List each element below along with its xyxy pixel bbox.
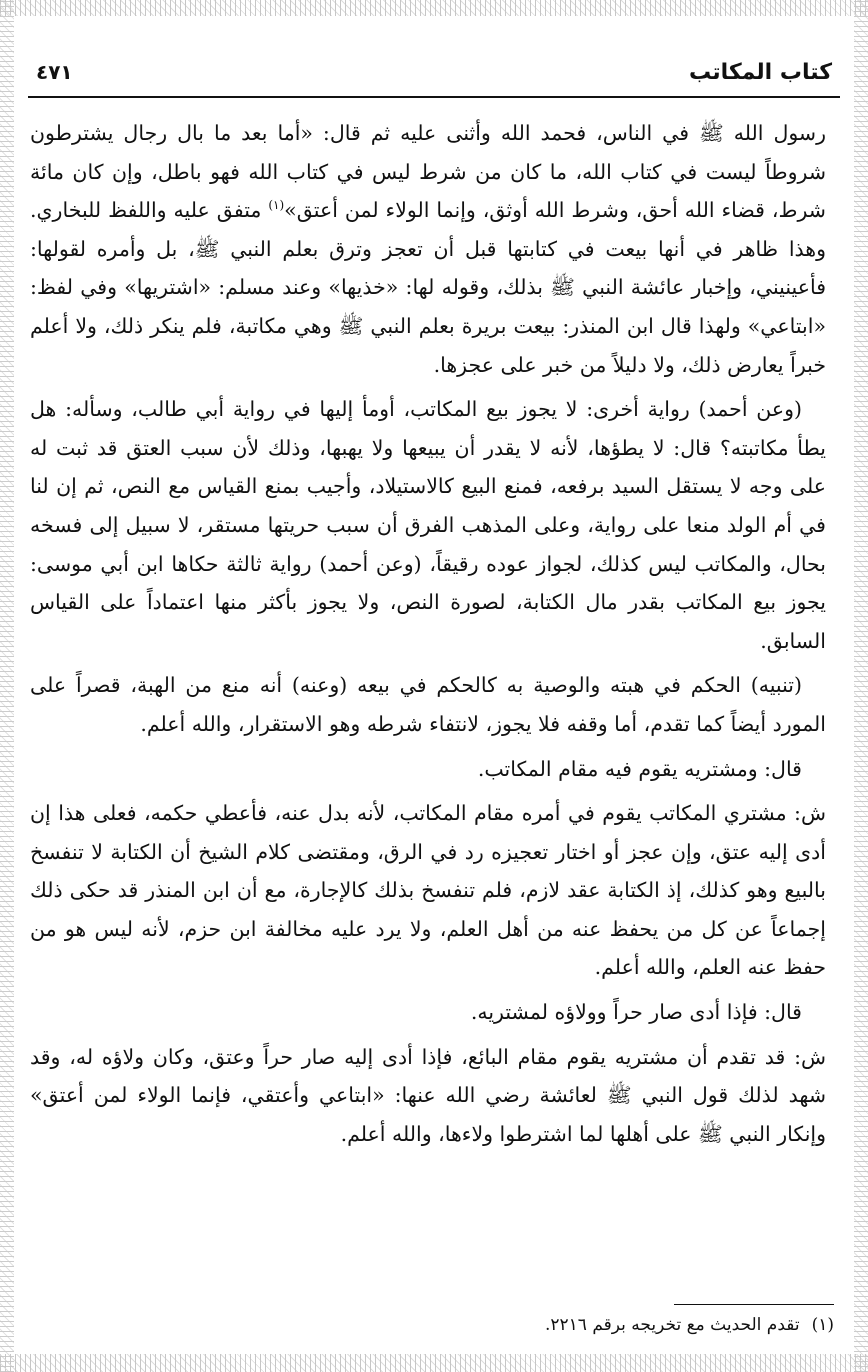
header-divider (28, 96, 840, 98)
decorative-border-top (0, 0, 868, 16)
paragraph-sharh-payment: ش: قد تقدم أن مشتريه يقوم مقام البائع، فإذا أدى إليه صار حراً وعتق، وكان ولاؤه له، وقد شهد لذلك قول النبي ﷺ لعائشة رضي الله عنها: «ابتاعي وأعتقي، فإنما الولاء لمن أعتق» وإنكار النبي ﷺ على أهلها لما اشترطوا ولاءها، والله أعلم. (30, 1044, 826, 1146)
paragraph-tanbih-note: (تنبيه) الحكم في هبته والوصية به كالحكم في بيعه (وعنه) أنه منع من الهبة، قصراً على المورد أيضاً كما تقدم، أما وقفه فلا يجوز، لانتفاء شرطه وهو الاستقرار، والله أعلم. (30, 673, 826, 736)
main-text (30, 114, 826, 1159)
paragraph-text-part1: رسول الله ﷺ في الناس، فحمد الله وأثنى عليه ثم قال: «أما بعد ما بال رجال يشترطون شروطاً ليست في كتاب الله، ما كان من شرط ليس في كتاب الله فهو باطل، وإن كان مائة شرط، قضاء الله أحق، وشرط الله أوثق، وإنما الولاء لمن أعتق» (30, 121, 826, 223)
page-number: ٤٧١ (36, 60, 73, 84)
footnote-number: (١) (811, 1315, 834, 1335)
footnote-text: تقدم الحديث مع تخريجه برقم ٢٢١٦. (545, 1315, 800, 1335)
paragraph-matn-buyer: قال: ومشتريه يقوم فيه مقام المكاتب. (477, 756, 802, 781)
footnote (40, 1312, 834, 1338)
footnote-divider (674, 1304, 834, 1305)
paragraph-sharh-buyer: ش: مشتري المكاتب يقوم في أمره مقام المكاتب، لأنه بدل عنه، فأعطي حكمه، فعلى هذا إن أدى إليه عتق، وإن عجز أو اختار تعجيزه رد في الرق، ومقتضى كلام الشيخ أن الكتابة لا تنفسخ بالبيع وهو كذلك، إذ الكتابة عقد لازم، فلم تنفسخ بذلك كالإجارة، مع أن ابن المنذر قد حكى ذلك إجماعاً عن كل من يحفظ عنه من أهل العلم، ولا يرد عليه مخالفة ابن حزم، لأنه ليس هو من حفظ عنه العلم، والله أعلم. (30, 801, 826, 980)
chapter-title: كتاب المكاتب (689, 60, 832, 85)
running-header (32, 52, 836, 92)
decorative-border-left (0, 0, 14, 1372)
footnote-reference: (١) (268, 198, 285, 213)
paragraph-ahmad-second-narration: (وعن أحمد) رواية أخرى: لا يجوز بيع المكاتب، أومأ إليها في رواية أبي طالب، وسأله: هل يطأ مكاتبته؟ قال: لا يطؤها، لأنه لا يقدر أن يبيعها ولا يهبها، وذلك لأن سبب العتق قد ثبت له على وجه لا يستقل السيد برفعه، فمنع البيع كالاستيلاد، وأجيب بمنع القياس مع النص، ثم إن لنا في أم الولد منعا على رواية، وعلى المذهب الفرق أن سبب حريتها مستقر، لا سبيل إلى فسخه بحال، والمكاتب ليس كذلك، لجواز عوده رقيقاً، (وعن أحمد) رواية ثالثة حكاها ابن أبي موسى: يجوز بيع المكاتب بقدر مال الكتابة، لصورة النص، ولا يجوز بأكثر منها اعتماداً على القياس السابق. (30, 397, 826, 653)
decorative-border-bottom (0, 1354, 868, 1372)
paragraph-matn-payment: قال: فإذا أدى صار حراً وولاؤه لمشتريه. (470, 1000, 802, 1025)
decorative-border-right (854, 0, 868, 1372)
paragraph-hadith-continuation (30, 114, 826, 384)
paragraph-text-part2: متفق عليه واللفظ للبخاري. وهذا ظاهر في أنها بيعت في كتابتها قبل أن تعجز وترق بعلم النبي ﷺ، بل وأمره لقولها: فأعينيني، وإخبار عائشة النبي ﷺ بذلك، وقوله لها: «خذيها» وعند مسلم: «اشتريها» وفي لفظ: «ابتاعي» ولهذا قال ابن المنذر: بيعت بريرة بعلم النبي ﷺ وهي مكاتبة، فلم ينكر ذلك، ولا أعلم خبراً يعارض ذلك، ولا دليلاً من خبر على عجزها. (30, 198, 826, 377)
